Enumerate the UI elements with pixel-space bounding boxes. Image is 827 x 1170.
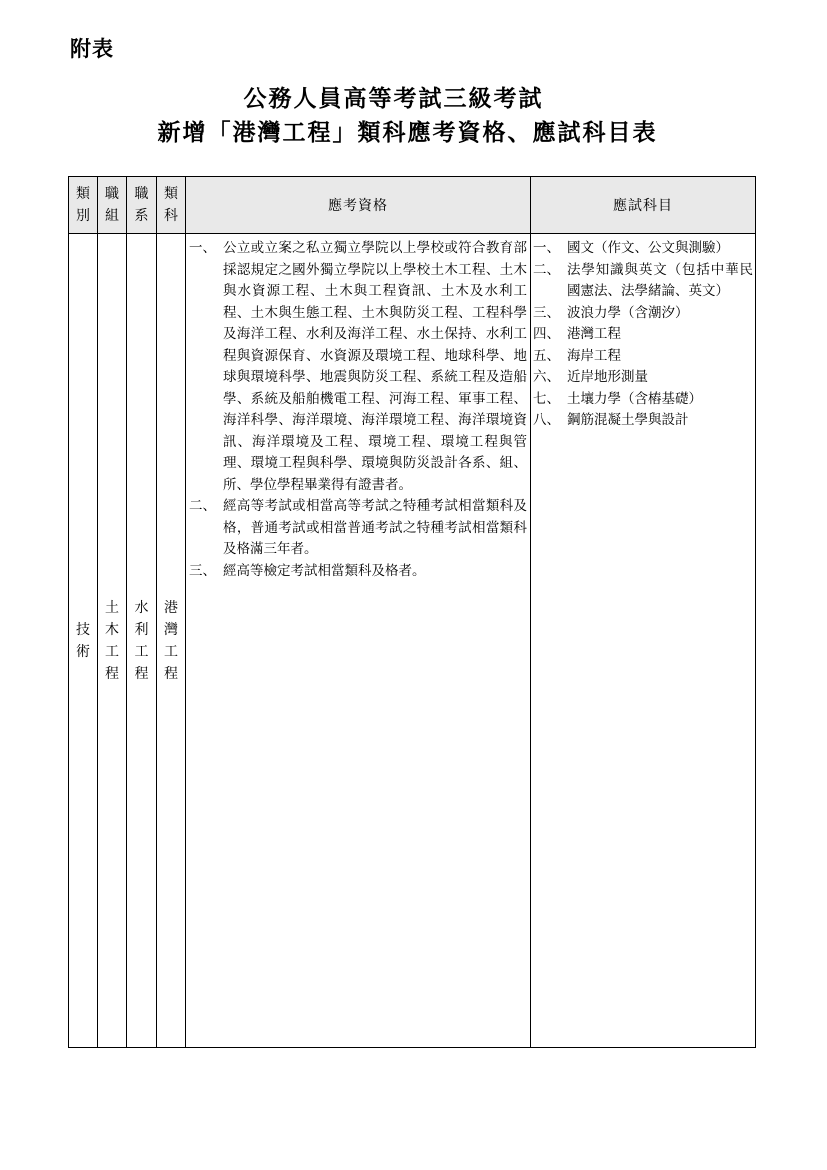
subject-class-value: 港灣工程	[164, 599, 178, 682]
header-job-group	[98, 177, 127, 234]
qualification-item	[189, 496, 527, 561]
exam-subject-number: 五、	[533, 347, 560, 364]
qualification-number: 二、	[189, 498, 216, 514]
job-series-value: 水利工程	[134, 599, 149, 682]
exam-subject-item	[533, 324, 753, 346]
qualification-text: 經高等考試或相當高等考試之特種考試相當類科及格，普通考試或相當普通考試之特種考試相當類科及格滿三年者。	[223, 498, 527, 557]
exam-subject-number: 一、	[533, 240, 560, 256]
header-exam-subjects: 應試科目	[531, 177, 756, 234]
table-row	[69, 234, 756, 1048]
qualification-item	[189, 238, 527, 496]
cell-job-group	[98, 234, 127, 1048]
appendix-label: 附表	[70, 36, 114, 61]
exam-subject-number: 六、	[533, 369, 560, 385]
exam-subject-number: 七、	[533, 390, 560, 407]
exam-subject-item	[533, 389, 753, 411]
qualification-table	[68, 176, 756, 1048]
header-category	[69, 177, 98, 234]
exam-subject-item	[533, 367, 753, 389]
exam-subject-item	[533, 303, 753, 325]
header-qualifications: 應考資格	[186, 177, 531, 234]
cell-job-series	[127, 234, 157, 1048]
header-job-series	[127, 177, 157, 234]
exam-subject-text: 法學知識與英文（包括中華民國憲法、法學緒論、英文）	[567, 261, 753, 299]
qualification-number: 三、	[189, 562, 216, 579]
cell-exam-subjects	[531, 234, 756, 1048]
qualification-number: 一、	[189, 240, 216, 256]
qualification-item	[189, 561, 527, 583]
exam-subject-number: 二、	[533, 261, 560, 278]
exam-subject-item	[533, 260, 753, 303]
exam-subject-number: 四、	[533, 326, 560, 342]
cell-subject-class	[157, 234, 186, 1048]
exam-subject-text: 海岸工程	[567, 347, 621, 364]
exam-subject-text: 國文（作文、公文與測驗）	[567, 240, 729, 256]
category-value: 技術	[76, 621, 90, 660]
exam-subject-text: 土壤力學（含樁基礎）	[567, 390, 702, 407]
exam-subject-text: 港灣工程	[567, 326, 621, 342]
header-job-series-label: 職系	[134, 186, 149, 224]
table-header-row	[69, 177, 756, 234]
exam-subject-item	[533, 346, 753, 368]
cell-qualifications	[186, 234, 531, 1048]
exam-subject-text: 鋼筋混凝土學與設計	[567, 412, 689, 428]
cell-category	[69, 234, 98, 1048]
qualification-text: 經高等檢定考試相當類科及格者。	[223, 562, 426, 579]
document-subtitle: 新增「港灣工程」類科應考資格、應試科目表	[157, 119, 658, 146]
exam-subject-item	[533, 410, 753, 432]
header-subject-class-label: 類科	[164, 186, 178, 224]
header-subject-class	[157, 177, 186, 234]
job-group-value: 土木工程	[105, 599, 119, 682]
header-category-label: 類別	[76, 186, 90, 224]
header-job-group-label: 職組	[105, 186, 119, 224]
exam-subject-text: 波浪力學（含潮汐）	[567, 304, 689, 321]
qualification-text: 公立或立案之私立獨立學院以上學校或符合教育部採認規定之國外獨立學院以上學校土木工程、土木與水資源工程、土木與工程資訊、土木及水利工程、土木與生態工程、土木與防災工程、工程科學及海洋工程、水利及海洋工程、水土保持、水利工程與資源保育、水資源及環境工程、地球科學、地球與環境科學、地震與防災工程、系統工程及造船學、系統及船舶機電工程、河海工程、軍事工程、海洋科學、海洋環境、海洋環境工程、海洋環境資訊、海洋環境及工程、環境工程、環境工程與管理、環境工程與科學、環境與防災設計各系、組、所、學位學程畢業得有證書者。	[223, 240, 527, 493]
exam-subject-item	[533, 238, 753, 260]
exam-subject-number: 八、	[533, 412, 560, 428]
exam-subject-number: 三、	[533, 304, 560, 321]
exam-subject-text: 近岸地形測量	[567, 369, 648, 385]
document-title: 公務人員高等考試三級考試	[243, 85, 544, 112]
